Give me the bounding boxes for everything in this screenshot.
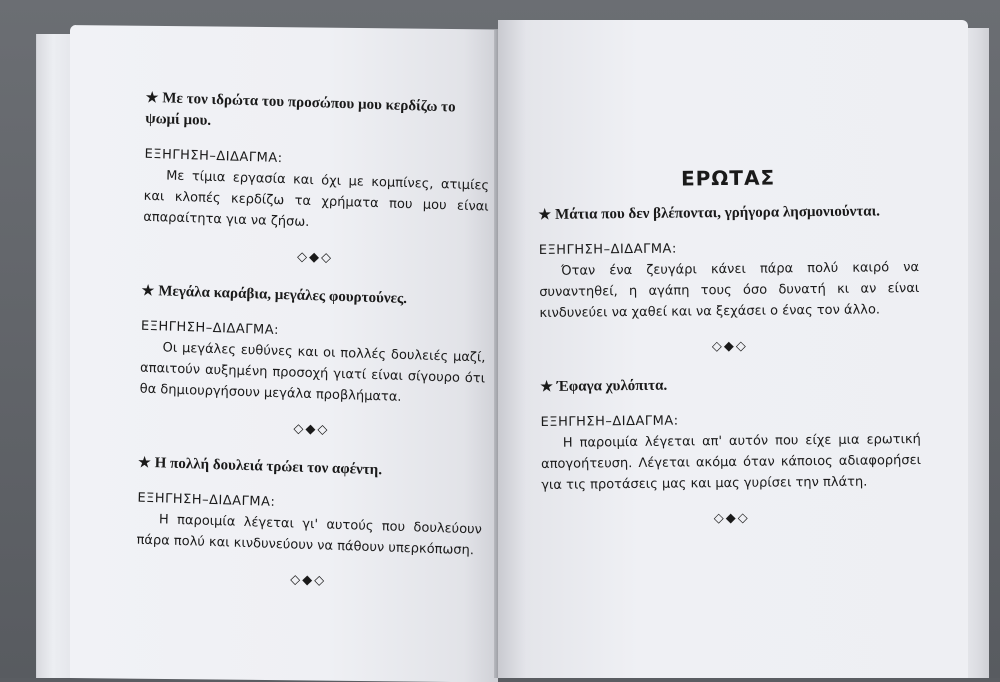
chapter-title: ΕΡΩΤΑΣ: [680, 165, 776, 191]
diamond-divider-icon: ◇◆◇: [711, 338, 748, 355]
explanation-text: Όταν ένα ζευγάρι κάνει πάρα πολύ καιρό να συναντηθεί, η αγάπη τους όσο δυνατή κι αν είναι κινδυνεύει να χαθεί και να ξεχάσει ο ένας τον άλλο.: [539, 260, 920, 321]
proverb-title: [138, 453, 483, 485]
star-icon: ★: [137, 455, 151, 472]
proverb-entry: [540, 373, 922, 531]
explanation-heading: ΕΞΗΓΗΣΗ–ΔΙΔΑΓΜΑ:: [137, 490, 276, 510]
star-icon: ★: [141, 283, 155, 300]
proverb-entry: [136, 453, 484, 597]
explanation-text: Οι μεγάλες ευθύνες και οι πολλές δουλειές μαζί, απαιτούν αυξημένη προσοχή γιατί είναι σίγουρο ότι θα δημιουργήσουν μεγάλα προβλήματα.: [139, 340, 486, 405]
proverb-title: [538, 201, 918, 226]
right-page: [498, 20, 968, 678]
explanation-heading: ΕΞΗΓΗΣΗ–ΔΙΔΑΓΜΑ:: [540, 413, 679, 430]
explanation-heading: ΕΞΗΓΗΣΗ–ΔΙΔΑΓΜΑ:: [144, 146, 283, 167]
proverb-title: [142, 281, 487, 313]
proverb-entry: [538, 201, 920, 359]
proverb-title: [540, 373, 920, 398]
left-page-content: [135, 88, 491, 615]
proverb-text: Έφαγα χυλόπιτα.: [556, 377, 668, 395]
star-icon: ★: [538, 207, 552, 223]
proverb-text: Με τον ιδρώτα του προσώπου μου κερδίζω το ψωμί μου.: [145, 90, 456, 129]
proverb-text: Μεγάλα καράβια, μεγάλες φουρτούνες.: [158, 283, 408, 308]
explanation-text: Η παροιμία λέγεται απ' αυτόν που είχε μια ερωτική απογοήτευση. Λέγεται ακόμα όταν κάποιος αδιαφορήσει για τις προτάσεις μας και μας γυρίσει την πλάτη.: [541, 432, 922, 493]
diamond-divider-icon: ◇◆◇: [296, 249, 334, 266]
explanation-heading: ΕΞΗΓΗΣΗ–ΔΙΔΑΓΜΑ:: [538, 241, 677, 258]
explanation-text: Η παροιμία λέγεται γι' αυτούς που δουλεύουν πάρα πολύ και κινδυνεύουν να πάθουν υπερκόπωση.: [136, 512, 483, 559]
explanation-text: Με τίμια εργασία και όχι με κομπίνες, ατιμίες και κλοπές κερδίζω τα χρήματα που μου είναι απαραίτητα για να ζήσω.: [143, 168, 490, 230]
star-icon: ★: [145, 90, 159, 107]
diamond-divider-icon: ◇◆◇: [293, 421, 330, 438]
diamond-divider-icon: ◇◆◇: [713, 510, 750, 527]
proverb-title: [145, 88, 491, 141]
right-page-content: [538, 166, 922, 549]
proverb-text: Η πολλή δουλειά τρώει τον αφέντη.: [154, 455, 383, 479]
proverb-entry: [139, 281, 487, 446]
proverb-entry: [142, 88, 491, 274]
explanation-heading: ΕΞΗΓΗΣΗ–ΔΙΔΑΓΜΑ:: [140, 318, 280, 339]
proverb-text: Μάτια που δεν βλέπονται, γρήγορα λησμονιούνται.: [554, 203, 881, 223]
diamond-divider-icon: ◇◆◇: [290, 572, 327, 589]
left-page: [70, 25, 498, 682]
star-icon: ★: [540, 379, 553, 395]
